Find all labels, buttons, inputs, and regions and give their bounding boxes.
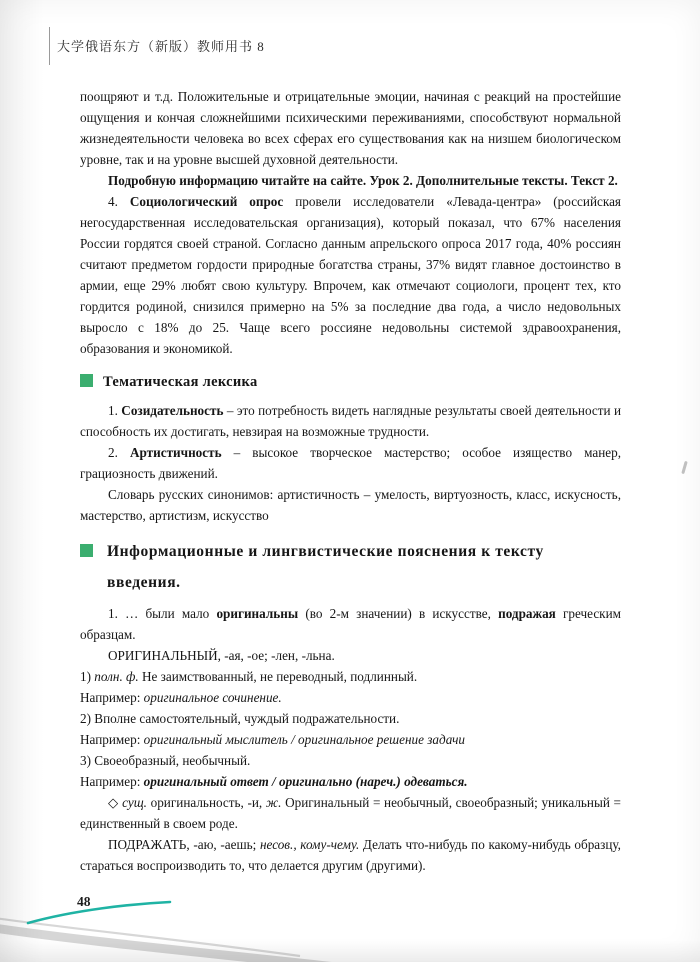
text-run: 1. … были мало xyxy=(108,606,217,621)
text-run: поощряют и т.д. Положительные и отрицательные эмоции, начиная с реакций на простейшие ощущения и кончая сложнейшими психическими переживаниями, способствуют нормальной жизнедеятельности человека во всех сферах его существования как на низшем биологическом уровне, так и на уровне высшей духовной деятельности. xyxy=(80,89,621,167)
heading-text: Тематическая лексика xyxy=(103,374,258,390)
dict-note-originalnost xyxy=(80,792,621,834)
scan-bottom-shading xyxy=(0,940,700,962)
text-run-bold-italic: оригинальный ответ / оригинально (нареч.) одеваться. xyxy=(143,774,468,789)
dict-entry-podrazhat xyxy=(80,834,621,876)
dict-sense-3 xyxy=(80,750,621,771)
scan-left-shading xyxy=(0,0,44,962)
decorative-swoosh xyxy=(0,878,420,962)
heading-thematic-lexicon xyxy=(80,372,621,393)
paragraph-synonyms xyxy=(80,484,621,526)
text-run-italic: полн. ф. xyxy=(94,669,139,684)
text-run: Словарь русских синонимов: артистичность – умелость, виртуозность, класс, искусность, мастерство, артистизм, искусство xyxy=(80,487,621,523)
text-run: ОРИГИНАЛЬНЫЙ, -ая, -ое; -лен, -льна. xyxy=(108,648,335,663)
text-run: 1. xyxy=(108,403,122,418)
book-header-title: 大学俄语东方（新版）教师用书 8 xyxy=(57,39,265,54)
dict-example-3 xyxy=(80,771,621,792)
paragraph-survey xyxy=(80,191,621,359)
green-square-icon xyxy=(80,374,93,387)
paragraph-emotions xyxy=(80,86,621,170)
text-run-italic: ж. xyxy=(265,795,282,810)
diamond-icon: ◇ xyxy=(108,795,123,810)
dict-example-2 xyxy=(80,729,621,750)
text-run-italic: оригинальный мыслитель / оригинальное решение задачи xyxy=(143,732,465,747)
text-run-italic: оригинальное сочинение. xyxy=(143,690,282,705)
text-run: оригинальность, -и, xyxy=(146,795,266,810)
text-run: Подробную информацию читайте на сайте. Урок 2. Дополнительные тексты. Текст 2. xyxy=(108,173,618,188)
text-run: провели исследователи «Левада-центра» (российская негосударственная исследовательская организация), который показал, что 67% населения России гордятся своей страной. Согласно данным апрельского опроса 2017 года, 40% россиян считают предметом гордости природные богатства страны, 37% видят главное достоинство в армии, еще 29% любят свою культуру. Впрочем, как отмечают социологи, процент тех, кто гордится родиной, снизился примерно на 5% за последние два года, а число недовольных выросло с 18% до 25. Чаще всего россияне недовольны системой здравоохранения, образования и экономикой. xyxy=(80,194,622,356)
text-run: 2. xyxy=(108,445,130,460)
paragraph-originalny-intro xyxy=(80,603,621,645)
paragraph-sozidatelnost xyxy=(80,400,621,442)
text-run: Оригинальный = необычный, своеобразный; уникальный = единственный в своем роде. xyxy=(80,795,621,831)
text-run: 2) Вполне самостоятельный, чуждый подражательности. xyxy=(80,711,400,726)
dict-example-1 xyxy=(80,687,621,708)
dict-entry-originalny xyxy=(80,645,621,666)
header-divider-rule xyxy=(49,27,50,65)
text-run: (во 2-м значении) в искусстве, xyxy=(298,606,499,621)
text-run: Не заимствованный, не переводный, подлинный. xyxy=(138,669,418,684)
text-run: – это потребность видеть наглядные результаты своей деятельности и способность их достигать, невзирая на возможные трудности. xyxy=(80,403,621,439)
text-run-bold: подражая xyxy=(498,606,556,621)
heading-text-line2: введения. xyxy=(107,574,181,591)
paragraph-artistichnost xyxy=(80,442,621,484)
text-run: Например: xyxy=(80,774,144,789)
text-run-bold: Созидательность xyxy=(121,403,224,418)
text-run-italic: несов., кому-чему. xyxy=(259,837,360,852)
grey-swoosh-thin xyxy=(0,918,300,956)
dict-sense-2 xyxy=(80,708,621,729)
text-run-bold: оригинальны xyxy=(216,606,299,621)
document-text xyxy=(80,86,621,876)
text-run: – высокое творческое мастерство; особое изящество манер, грациозность движений. xyxy=(80,445,621,481)
heading-explanations xyxy=(80,536,621,598)
text-run-bold: Артистичность xyxy=(129,445,222,460)
text-run: Например: xyxy=(80,690,144,705)
text-run: 4. xyxy=(108,194,130,209)
paragraph-site-note xyxy=(80,170,621,191)
text-run-italic: сущ. xyxy=(122,795,147,810)
text-run: греческим образцам. xyxy=(80,606,621,642)
teal-accent-line xyxy=(28,902,170,923)
text-run: ПОДРАЖАТЬ, -аю, -аешь; xyxy=(108,837,260,852)
heading-text-line1: Информационные и лингвистические пояснения к тексту xyxy=(107,543,544,560)
grey-swoosh-thick xyxy=(0,928,345,962)
text-run: 1) xyxy=(80,669,95,684)
green-square-icon xyxy=(80,544,93,557)
text-run-bold: Социологический опрос xyxy=(129,194,284,209)
text-run: 3) Своеобразный, необычный. xyxy=(80,753,251,768)
dict-sense-1 xyxy=(80,666,621,687)
text-run: Делать что-нибудь по какому-нибудь образцу, стараться воспроизводить то, что делается другим (другими). xyxy=(80,837,621,873)
scan-edge-mark xyxy=(681,461,687,474)
text-run: Например: xyxy=(80,732,144,747)
page-number: 48 xyxy=(77,894,91,909)
